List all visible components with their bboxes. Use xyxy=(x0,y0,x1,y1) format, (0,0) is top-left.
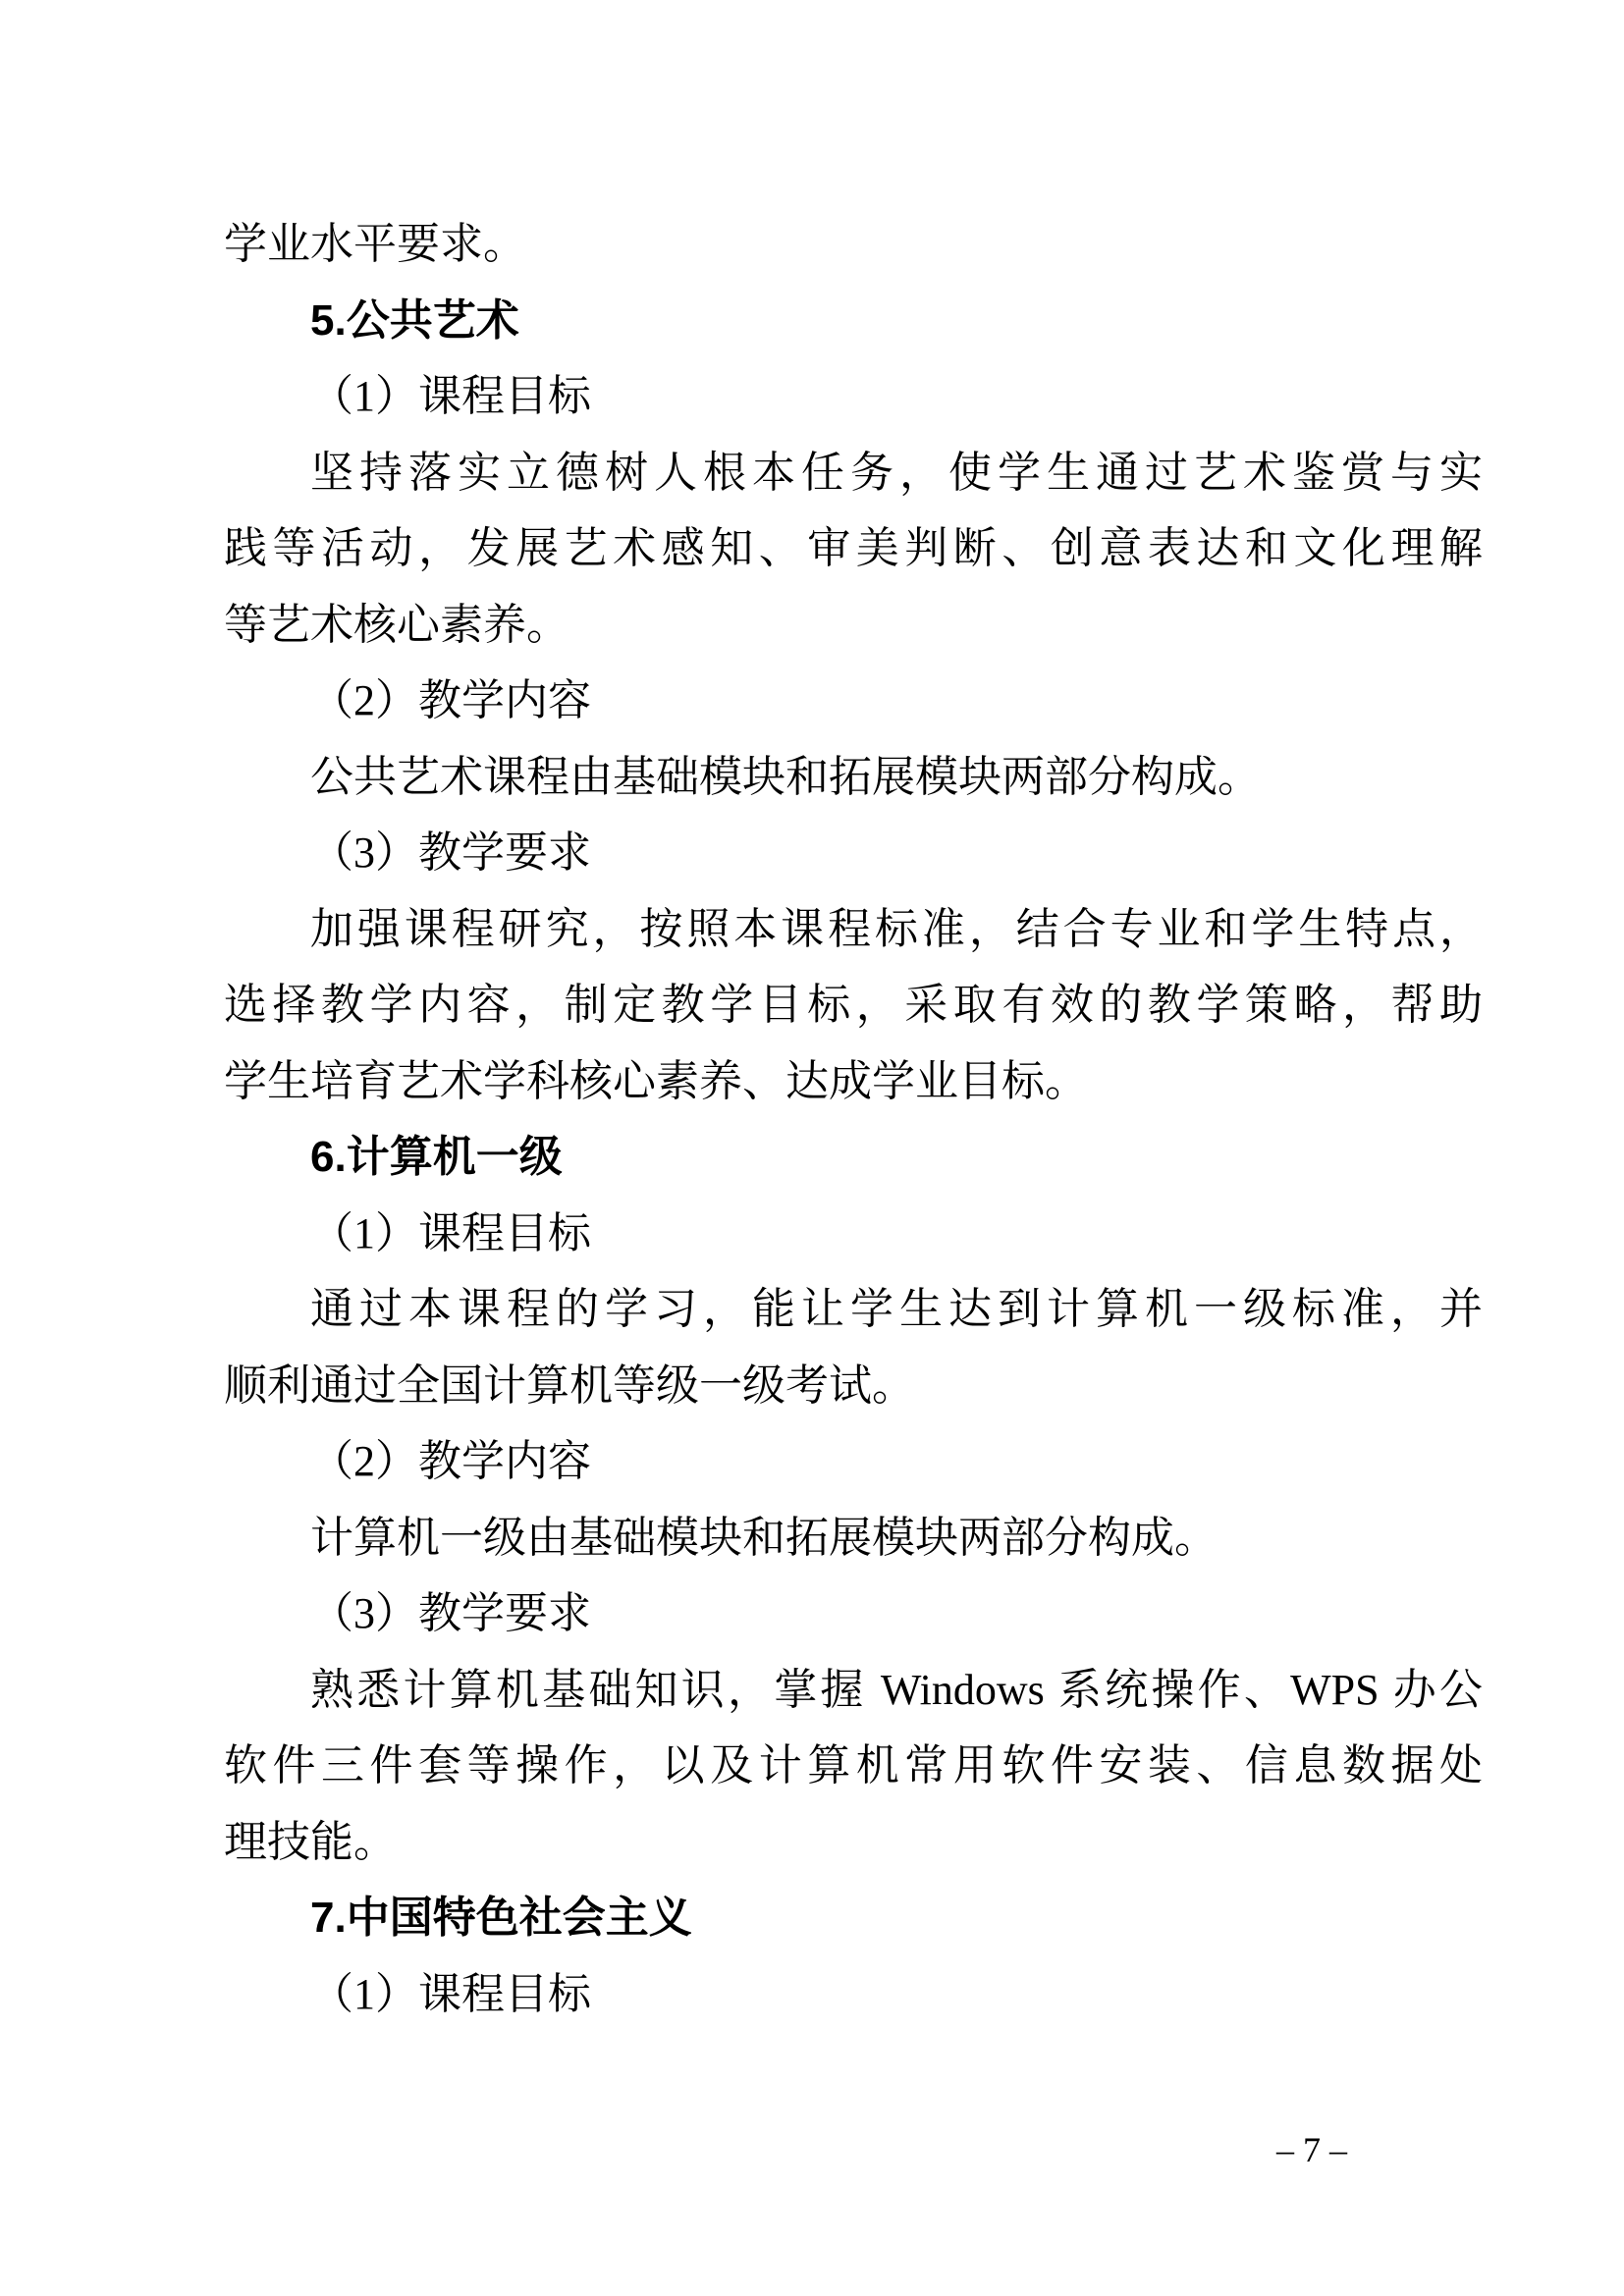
text-line: 等艺术核心素养。 xyxy=(224,600,569,649)
text-line: 通过本课程的学习，能让学生达到计算机一级标准，并 xyxy=(310,1285,1483,1333)
subsection-label: （3）教学要求 xyxy=(310,828,591,877)
document-body xyxy=(224,206,1483,2032)
subsection-label: （2）教学内容 xyxy=(310,676,591,724)
text-line: 践等活动，发展艺术感知、审美判断、创意表达和文化理解 xyxy=(224,524,1483,572)
text-line: 公共艺术课程由基础模块和拓展模块两部分构成。 xyxy=(310,752,1261,801)
text-line: 学生培育艺术学科核心素养、达成学业目标。 xyxy=(224,1056,1088,1105)
subsection-label: （1）课程目标 xyxy=(310,1969,591,2018)
subsection-label: （2）教学内容 xyxy=(310,1437,591,1485)
text-line: 计算机一级由基础模块和拓展模块两部分构成。 xyxy=(310,1513,1218,1562)
text-line: 坚持落实立德树人根本任务，使学生通过艺术鉴赏与实 xyxy=(310,448,1483,497)
text-line: 理技能。 xyxy=(224,1817,397,1866)
text-line: 选择教学内容，制定教学目标，采取有效的教学策略，帮助 xyxy=(224,981,1483,1029)
text-line: 软件三件套等操作，以及计算机常用软件安装、信息数据处 xyxy=(224,1741,1483,1789)
text-line: 顺利通过全国计算机等级一级考试。 xyxy=(224,1361,915,1410)
section-heading-6: 6.计算机一级 xyxy=(310,1133,563,1181)
subsection-label: （1）课程目标 xyxy=(310,372,591,420)
page-number: – 7 – xyxy=(1276,2130,1347,2169)
text-line: 熟悉计算机基础知识，掌握 Windows 系统操作、WPS 办公 xyxy=(310,1665,1483,1714)
text-line: 学业水平要求。 xyxy=(224,220,526,268)
subsection-label: （3）教学要求 xyxy=(310,1589,591,1637)
text-line: 加强课程研究，按照本课程标准，结合专业和学生特点， xyxy=(310,904,1483,953)
section-heading-5: 5.公共艺术 xyxy=(310,295,519,345)
page-footer xyxy=(1276,2128,1347,2171)
subsection-label: （1）课程目标 xyxy=(310,1208,591,1257)
section-heading-7: 7.中国特色社会主义 xyxy=(310,1894,692,1942)
